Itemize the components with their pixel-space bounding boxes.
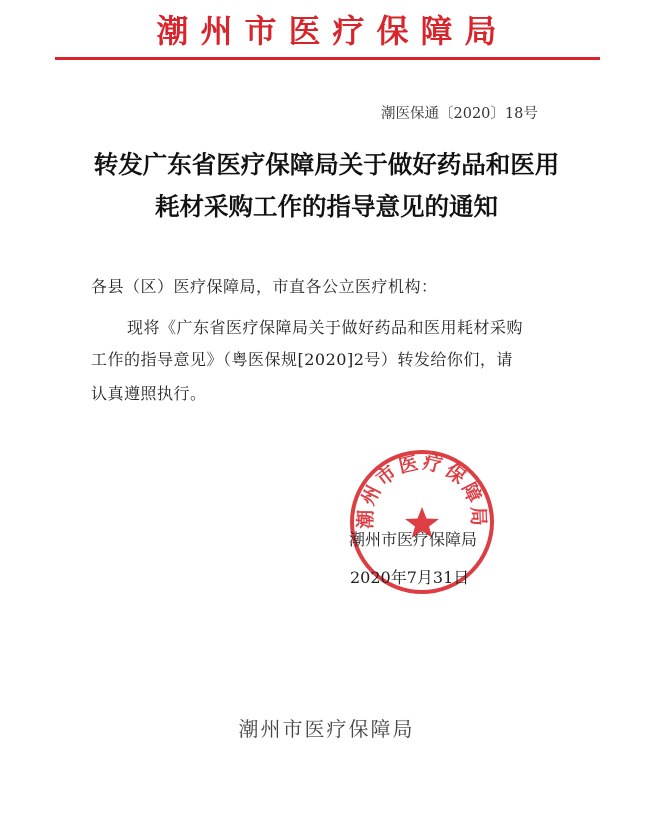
document-title-line-2: 耗材采购工作的指导意见的通知 [155, 192, 498, 221]
signature-date: 2020年7月31日 [350, 568, 470, 587]
body-text-line-1: 现将《广东省医疗保障局关于做好药品和医用耗材采购 [127, 318, 524, 337]
footer-organization: 潮州市医疗保障局 [238, 717, 415, 741]
seal-text: 潮州市医疗保障局 [354, 451, 490, 530]
letterhead-title: 潮州市医疗保障局 [156, 12, 509, 50]
document-number: 潮医保通〔2020〕18号 [381, 106, 538, 122]
signature-organization: 潮州市医疗保障局 [349, 530, 478, 549]
body-text-line-2: 工作的指导意见》（粤医保规[2020]2号）转发给你们，请 [91, 350, 513, 369]
addressee: 各县（区）医疗保障局，市直各公立医疗机构： [91, 277, 438, 296]
document-title-line-1: 转发广东省医疗保障局关于做好药品和医用 [93, 150, 560, 179]
body-text-line-3: 认真遵照执行。 [91, 384, 207, 403]
letterhead-divider [55, 57, 600, 60]
